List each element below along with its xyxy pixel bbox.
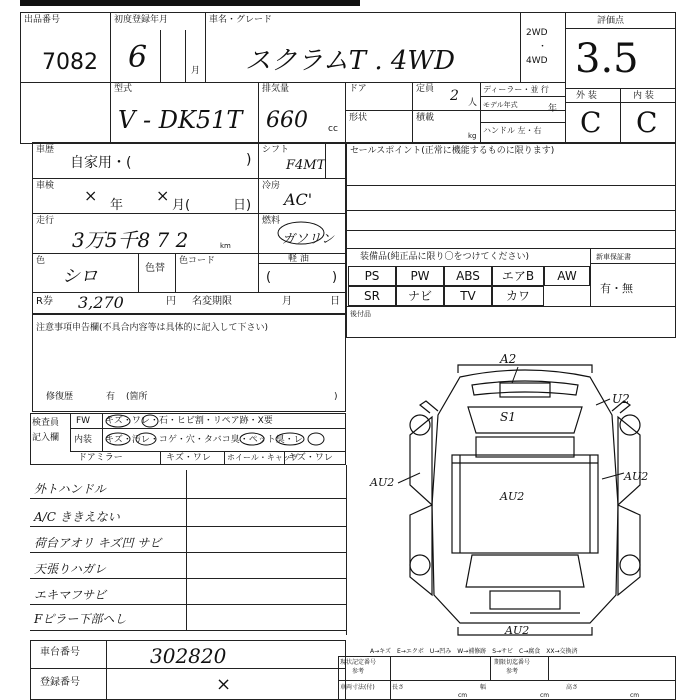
inspection-year-unit: 年 <box>110 198 124 213</box>
equip-sr: SR <box>348 286 396 306</box>
equip-leather: カワ <box>492 286 544 306</box>
exterior-label: 外 装 <box>576 91 597 101</box>
model-year-label: モデル年式 <box>483 101 518 109</box>
model-label: 型式 <box>114 84 133 94</box>
body-shape-label: 形状 <box>349 113 368 123</box>
grade-label: 評価点 <box>597 16 625 26</box>
size-unit-3: cm <box>630 692 640 699</box>
drive-2wd: 2WD <box>526 28 548 38</box>
handle-label: ハンドル 左・右 <box>483 126 542 135</box>
aftermarket-label: 後付品 <box>350 310 371 318</box>
inspection-label: 車検 <box>36 181 55 191</box>
chassis-value: 302820 <box>150 644 227 668</box>
light-oil-close: ) <box>332 270 338 285</box>
inspection-month-value: × <box>156 186 170 205</box>
displacement-label: 排気量 <box>262 84 290 94</box>
diag-mark-au2-bottom: AU2 <box>505 624 530 637</box>
first-reg-label: 初度登録年月 <box>114 15 169 25</box>
recycle-value: 3,270 <box>78 293 124 312</box>
equipment-label: 装備品(純正品に限り〇をつけてください) <box>360 252 530 262</box>
inspector-fw-text: キズ・ワレ・石・ヒビ割・リペア跡・X要 <box>105 416 273 426</box>
warranty-label: 新車保証書 <box>596 253 631 261</box>
door-mirror-damage: キズ・ワレ <box>166 453 211 463</box>
mileage-unit: km <box>220 242 231 250</box>
repair-label: 修復歴 <box>46 392 74 402</box>
sales-point-block <box>346 142 676 338</box>
warranty-value: 有・無 <box>600 282 633 295</box>
diag-mark-u2: U2 <box>612 392 630 406</box>
category-label: 車歴 <box>36 145 55 155</box>
diag-mark-au2-center: AU2 <box>500 490 525 503</box>
car-name-value: スクラムT . 4WD <box>245 46 455 76</box>
interior-value: C <box>636 106 658 139</box>
size-unit-2: cm <box>540 692 550 699</box>
equip-navi: ナビ <box>396 286 444 306</box>
damage-legend: A→キズ E→エクボ U→凹み W→補修跡 S→サビ C→腐食 XX→交換済 <box>370 648 578 655</box>
color-code-label: 色コード <box>179 256 216 266</box>
drive-4wd: 4WD <box>526 56 548 66</box>
size-label-4: 高さ <box>566 684 579 691</box>
inspector-interior-text: キズ・汚レ・コゲ・穴・タバコ臭・ペット臭・レ <box>105 435 303 445</box>
name-change-day: 日 <box>330 296 340 307</box>
inspection-year-value: × <box>84 186 98 205</box>
note-3: 荷台アオリ キズ凹 サビ <box>34 536 162 550</box>
shift-label: シフト <box>262 145 290 155</box>
sales-point-label: セールスポイント(正常に機能するものに限ります) <box>350 146 555 156</box>
cert-label-4: 参考 <box>506 668 519 675</box>
inspection-day-unit: 日) <box>233 198 252 213</box>
wheel-cap-damage: キズ・ワレ <box>288 453 333 463</box>
repair-close: ) <box>334 392 338 402</box>
capacity-unit: 人 <box>468 98 478 108</box>
note-2: A/C ききえない <box>34 510 120 524</box>
diag-mark-a2: A2 <box>500 352 517 366</box>
reg-value: × <box>216 674 232 695</box>
note-4: 天張りハガレ <box>34 562 107 576</box>
drive-dot: ・ <box>538 42 548 52</box>
reg-label: 登録番号 <box>40 677 80 688</box>
door-mirror-label: ドアミラー <box>78 453 123 463</box>
diag-mark-au2-right: AU2 <box>624 470 649 483</box>
capacity-value: 2 <box>450 88 459 104</box>
doors-label: ドア <box>349 84 367 94</box>
color-no-label: 色替 <box>145 263 165 274</box>
name-change-label: 名変期限 <box>192 296 232 307</box>
size-label-1: 車両寸法(付) <box>340 684 375 691</box>
size-label-2: 長さ <box>392 684 405 691</box>
cert-label-3: 期限切迄番号 <box>494 659 531 666</box>
equip-abs: ABS <box>444 266 492 286</box>
inspector-label-1: 検査員 <box>32 418 60 428</box>
ac-value: AC' <box>284 190 313 209</box>
shift-value: F4MT <box>286 158 326 173</box>
load-unit: kg <box>468 132 477 140</box>
cert-label-2: 参考 <box>352 668 365 675</box>
note-1: 外トハンドル <box>34 482 106 496</box>
dealer-label: ディーラー・並 行 <box>483 85 549 94</box>
lot-no-label: 出品番号 <box>24 15 61 25</box>
equip-aw: AW <box>544 266 590 286</box>
displacement-value: 660 <box>266 108 308 133</box>
light-oil-open: ( <box>266 270 272 285</box>
exterior-value: C <box>580 106 602 139</box>
fuel-circle <box>276 220 326 246</box>
equip-airbag: エアB <box>492 266 544 286</box>
chassis-label: 車台番号 <box>40 647 80 658</box>
light-oil-label: 軽 油 <box>288 254 309 264</box>
ac-label: 冷房 <box>262 181 281 191</box>
inspector-circles <box>100 413 340 453</box>
cert-label-1: 現状記定番号 <box>340 659 377 666</box>
displacement-unit: cc <box>328 124 338 134</box>
capacity-label: 定員 <box>416 84 435 94</box>
name-change-month: 月 <box>282 296 292 307</box>
wheel-cap-label: ホイール・キャップ <box>227 453 299 462</box>
diag-mark-au2-left: AU2 <box>370 476 395 489</box>
equip-tv: TV <box>444 286 492 306</box>
inspector-label-2: 記入欄 <box>32 433 60 443</box>
diag-mark-s1: S1 <box>500 410 516 424</box>
recycle-unit: 円 <box>166 296 176 307</box>
category-close: ) <box>246 152 252 168</box>
mileage-value: 3万5千8 7 2 <box>72 228 189 252</box>
fuel-value: ガソリン <box>282 232 335 247</box>
fuel-label: 燃料 <box>262 216 281 226</box>
interior-label: 内 装 <box>633 91 654 101</box>
size-unit-1: cm <box>458 692 468 699</box>
repair-place: (箇所 <box>126 392 148 402</box>
inspector-interior-label: 内装 <box>74 435 93 445</box>
equip-ps: PS <box>348 266 396 286</box>
inspection-month-unit: 月( <box>172 198 191 213</box>
mileage-label: 走行 <box>36 216 55 226</box>
recycle-label: R券 <box>36 296 53 307</box>
grade-value: 3.5 <box>575 36 639 82</box>
color-value: シロ <box>62 266 98 287</box>
category-value: 自家用・( <box>70 155 132 171</box>
first-reg-value: 6 <box>128 40 148 75</box>
size-label-3: 幅 <box>480 684 487 691</box>
note-6: Fピラー下部ヘし <box>34 612 127 626</box>
lot-no-value: 7082 <box>42 50 98 75</box>
model-value: V - DK51T <box>118 106 243 134</box>
top-banner-strip <box>20 0 360 6</box>
notes-label: 注意事項申告欄(不具合内容等は具体的に記入して下さい) <box>36 323 269 333</box>
equip-pw: PW <box>396 266 444 286</box>
color-label: 色 <box>36 256 46 266</box>
first-reg-month-unit: 月 <box>191 66 201 76</box>
note-5: エキマフサビ <box>34 588 107 602</box>
load-label: 積載 <box>416 113 435 123</box>
model-year-unit: 年 <box>548 104 558 114</box>
car-name-label: 車名・グレード <box>209 15 273 25</box>
inspector-fw-label: FW <box>76 416 91 426</box>
repair-value: 有 <box>106 392 116 402</box>
